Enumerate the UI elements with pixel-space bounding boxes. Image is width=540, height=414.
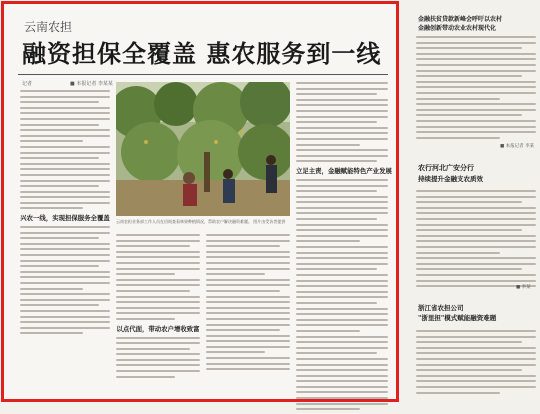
- article-headline: 融资担保全覆盖 惠农服务到一线: [22, 39, 382, 68]
- sidebar-article-body: [416, 330, 536, 397]
- section-subhead: 以点代面，带动农户增收致富: [116, 324, 200, 333]
- sidebar-article-title[interactable]: 金融创新带动农业农村现代化: [418, 25, 497, 32]
- body-column-left: [20, 90, 110, 338]
- featured-article[interactable]: [1, 1, 399, 402]
- sidebar-article-title[interactable]: 金融扶贫贷款新峰会呼吁以农村: [418, 16, 503, 23]
- sidebar-article-body: [416, 36, 536, 142]
- photo-caption: 云南农担业务部工作人员在田间查看林果种植情况，帮助农户解决融资难题。 图片由受访者提供: [116, 219, 286, 224]
- headline-rule: [18, 74, 388, 75]
- sidebar-article-title[interactable]: "浙里担"模式赋能融资难题: [418, 314, 497, 322]
- sidebar-article-sign: ■ 李某: [516, 285, 531, 290]
- section-subhead: 兴农一线，实现担保服务全覆盖: [20, 214, 110, 223]
- sidebar-column: [404, 0, 540, 407]
- section-subhead: 立足主责，金融赋能特色产业发展: [296, 166, 392, 175]
- article-photo[interactable]: [116, 82, 290, 216]
- byline-label: 记者: [22, 81, 33, 87]
- sidebar-article-sign: ■ 本报记者 李某: [500, 144, 535, 149]
- sidebar-article-title[interactable]: 浙江省农担公司: [418, 304, 464, 312]
- article-kicker: 云南农担: [24, 20, 73, 34]
- body-column-right: [296, 82, 392, 414]
- sidebar-article-title[interactable]: 农行河北广安分行: [418, 163, 474, 172]
- sidebar-article-body: [416, 190, 536, 291]
- sidebar-article-title[interactable]: 持续提升金融支农质效: [418, 175, 483, 183]
- byline: ■ 本报记者 李某某: [70, 81, 113, 87]
- body-column-center-right: [206, 234, 290, 374]
- orchard-photo: [116, 82, 290, 216]
- body-column-center-left: [116, 234, 200, 381]
